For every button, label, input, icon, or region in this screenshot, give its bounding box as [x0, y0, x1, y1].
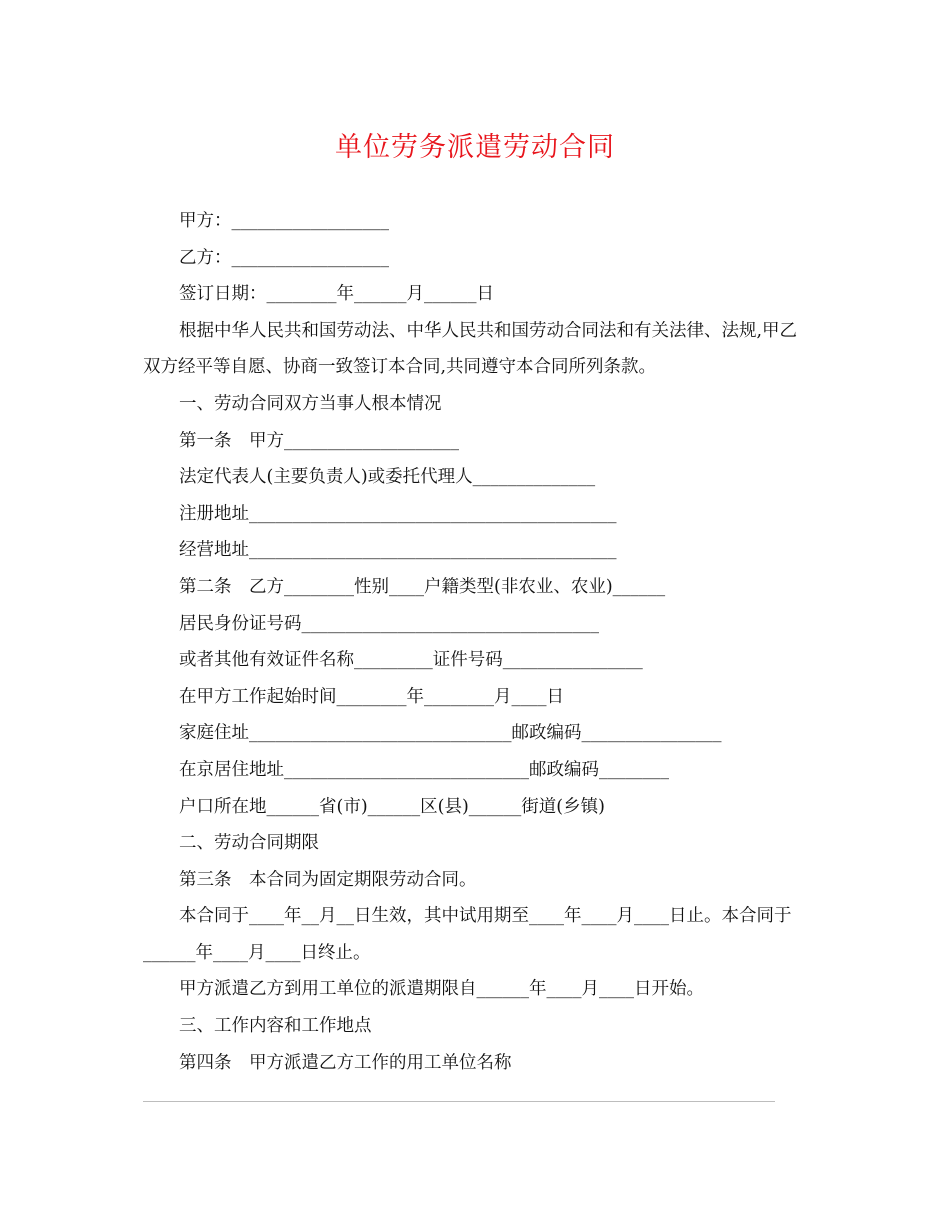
article-2-line: 第二条 乙方________性别____户籍类型(非农业、农业)______: [179, 576, 666, 597]
document-title: 单位劳务派遣劳动合同: [335, 132, 615, 163]
dispatch-term-line: 甲方派遣乙方到用工单位的派遣期限自______年____月____日开始。: [179, 979, 704, 1000]
signing-date-line: 签订日期：________年______月______日: [179, 284, 494, 305]
party-a-line: 甲方：__________________: [179, 211, 389, 231]
footer-divider: [143, 1101, 775, 1102]
article-1-line: 第一条 甲方____________________: [179, 430, 459, 451]
contract-term-paragraph: 本合同于____年__月__日生效，其中试用期至____年____月____日止。本合同于______年____月____日终止。: [143, 906, 792, 963]
section-heading-1: 一、劳动合同双方当事人根本情况: [179, 393, 442, 414]
article-3-line: 第三条 本合同为固定期限劳动合同。: [179, 869, 477, 890]
household-registration-line: 户口所在地______省(市)______区(县)______街道(乡镇): [179, 796, 605, 817]
start-date-line: 在甲方工作起始时间________年________月____日: [179, 686, 564, 707]
party-b-line: 乙方：__________________: [179, 247, 389, 268]
section-heading-2: 二、劳动合同期限: [179, 833, 319, 854]
beijing-address-line: 在京居住地址____________________________邮政编码________: [179, 759, 669, 780]
article-4-line: 第四条 甲方派遣乙方工作的用工单位名称: [179, 1052, 512, 1073]
home-address-line: 家庭住址______________________________邮政编码________________: [179, 723, 722, 744]
id-number-line: 居民身份证号码__________________________________: [179, 613, 599, 634]
business-address-line: 经营地址__________________________________________: [179, 540, 617, 561]
preamble-paragraph: 根据中华人民共和国劳动法、中华人民共和国劳动合同法和有关法律、法规,甲乙双方经平等自愿、协商一致签订本合同,共同遵守本合同所列条款。: [143, 320, 798, 378]
section-heading-3: 三、工作内容和工作地点: [179, 1016, 372, 1037]
other-id-line: 或者其他有效证件名称_________证件号码________________: [179, 650, 643, 671]
registered-address-line: 注册地址__________________________________________: [179, 503, 617, 524]
legal-representative-line: 法定代表人(主要负责人)或委托代理人______________: [179, 467, 596, 488]
document-body: [143, 203, 803, 1081]
